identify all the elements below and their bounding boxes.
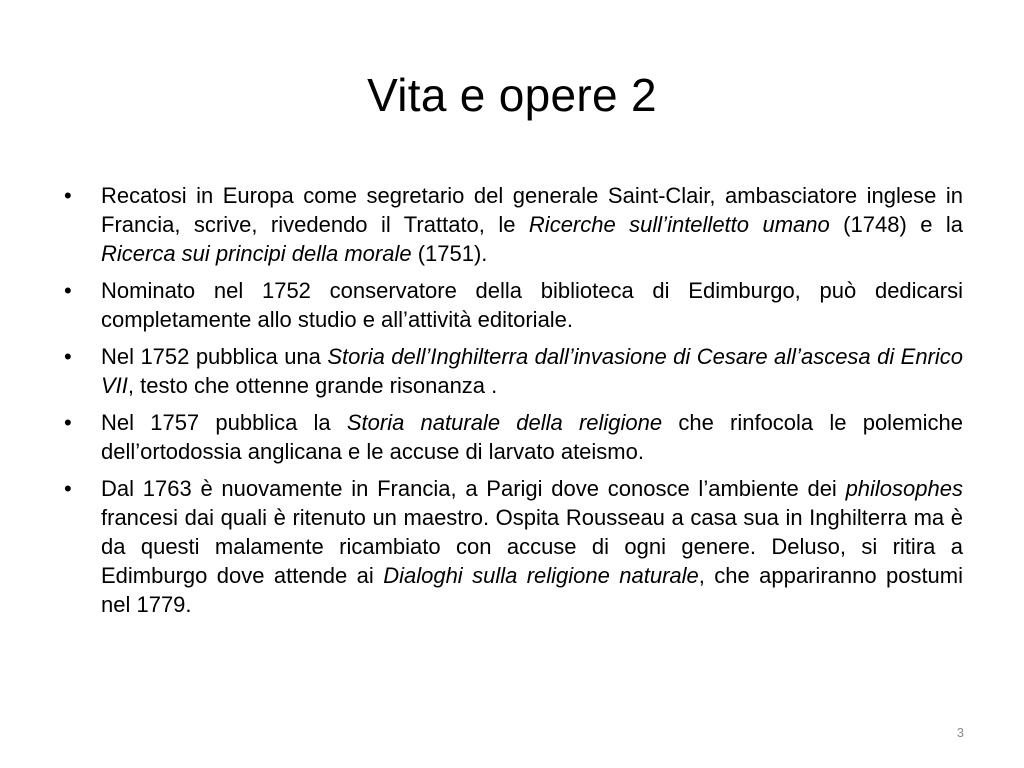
italic-text-segment: Dialoghi sulla religione naturale bbox=[383, 563, 699, 588]
text-segment: Dal 1763 è nuovamente in Francia, a Parigi dove conosce l’ambiente dei bbox=[101, 476, 846, 501]
bullet-list bbox=[60, 181, 963, 619]
text-segment: Nel 1752 pubblica una bbox=[101, 344, 328, 369]
text-segment: francesi dai quali è ritenuto un maestro. Ospita Rousseau a casa sua in Inghilterra ma è da questi malamente ricambiato con accuse di ogni genere. Deluso, si ritira a Edimburgo dove attende ai bbox=[101, 505, 963, 588]
bullet-dot-icon: • bbox=[64, 344, 72, 369]
text-segment: che rinfocola le polemiche dell’ortodossia anglicana e le accuse di larvato ateismo. bbox=[101, 410, 963, 464]
page-number: 3 bbox=[956, 725, 964, 740]
text-segment: Nel 1757 pubblica la bbox=[101, 410, 347, 435]
italic-text-segment: Ricerca sui principi della morale bbox=[101, 241, 412, 266]
bullet-item bbox=[60, 276, 963, 334]
bullet-dot-icon: • bbox=[64, 183, 72, 208]
bullet-dot-icon: • bbox=[64, 476, 72, 501]
bullet-item bbox=[60, 408, 963, 466]
bullet-dot-icon: • bbox=[64, 278, 72, 303]
text-segment: (1748) e la bbox=[829, 212, 964, 237]
bullet-item bbox=[60, 342, 963, 400]
italic-text-segment: philosophes bbox=[845, 476, 963, 501]
bullet-item bbox=[60, 181, 963, 268]
italic-text-segment: Storia dell’Inghilterra dall’invasione di Cesare all’ascesa di Enrico VII bbox=[101, 344, 964, 398]
text-segment: Recatosi in Europa come segretario del generale Saint-Clair, ambasciatore inglese in Francia, scrive, rivedendo il Trattato, le bbox=[101, 183, 963, 237]
italic-text-segment: Ricerche sull’intelletto umano bbox=[528, 212, 830, 237]
text-segment: , che appariranno postumi nel 1779. bbox=[101, 563, 964, 617]
text-segment: Nominato nel 1752 conservatore della biblioteca di Edimburgo, può dedicarsi completamente allo studio e all’attività editoriale. bbox=[101, 278, 963, 332]
bullet-dot-icon: • bbox=[64, 410, 72, 435]
text-segment: , testo che ottenne grande risonanza . bbox=[127, 373, 498, 398]
italic-text-segment: Storia naturale della religione bbox=[346, 410, 663, 435]
bullet-item bbox=[60, 474, 963, 619]
slide-title: Vita e opere 2 bbox=[367, 69, 657, 121]
text-segment: (1751). bbox=[411, 241, 488, 266]
